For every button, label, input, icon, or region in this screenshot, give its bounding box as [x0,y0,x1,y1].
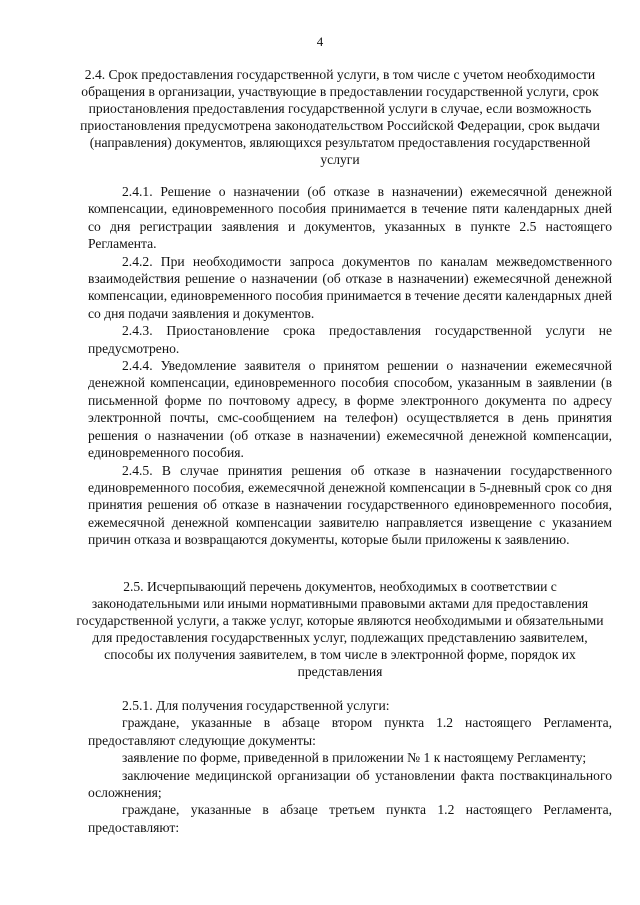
section-heading-2-4: 2.4. Срок предоставления государственной услуги, в том числе с учетом необходимости обращения в организации, участвующие в предоставлении государственной услуги, срок приостановления предоставления государственной услуги в случае, если возможность приостановления предусмотрена законодательством Российской Федерации, срок выдачи (направления) документов, являющихся результатом предоставления государственной услуги [80,67,600,167]
section-2-4-body [88,183,612,549]
paragraph-2-5-1: 2.5.1. Для получения государственной услуги: [122,698,390,713]
paragraph-citizens-third: граждане, указанные в абзаце третьем пункта 1.2 настоящего Регламента, предоставляют: [88,802,612,835]
paragraph-2-4-5: 2.4.5. В случае принятия решения об отказе в назначении государственного единовременного пособия, ежемесячной денежной компенсации в 5-дневный срок со дня принятия решения об отказе в назначении государственного единовременного пособия, ежемесячной денежной компенсации заявителю направляется извещение с указанием причин отказа и возвращаются документы, которые были приложены к заявлению. [88,462,612,548]
paragraph-2-4-4: 2.4.4. Уведомление заявителя о принятом решении о назначении ежемесячной денежной компенсации, единовременного пособия способом, указанным в заявлении (в письменной форме по почтовому адресу, в форме электронного документа по адресу электронной почты, смс-сообщением на телефон) осуществляется в день принятия решения о назначении (об отказе в назначении) ежемесячной денежной компенсации, единовременного пособия. [88,358,612,461]
section-2-5-body [88,697,612,836]
paragraph-medical-conclusion: заключение медицинской организации об установлении факта поствакцинального осложнения; [88,767,612,801]
section-heading-2-5: 2.5. Исчерпывающий перечень документов, необходимых в соответствии с законодательными или иными нормативными правовыми актами для предоставления государственной услуги, а также услуг, которые являются необходимыми и обязательными для предоставления государственных услуг, подлежащих представлению заявителем, способы их получения заявителем, в том числе в электронной форме, порядок их представления [76,579,604,679]
page-number: 4 [316,34,324,49]
paragraph-2-4-1: 2.4.1. Решение о назначении (об отказе в назначении) ежемесячной денежной компенсации, единовременного пособия принимается в течение пяти календарных дней со дня регистрации заявления и документов, указанных в пункте 2.5 настоящего Регламента. [88,184,612,252]
paragraph-citizens-second: граждане, указанные в абзаце втором пункта 1.2 настоящего Регламента, предоставляют следующие документы: [88,715,612,748]
paragraph-application-form: заявление по форме, приведенной в приложении № 1 к настоящему Регламенту; [122,750,587,766]
paragraph-2-4-3: 2.4.3. Приостановление срока предоставления государственной услуги не предусмотрено. [88,323,612,356]
paragraph-2-4-2: 2.4.2. При необходимости запроса документов по каналам межведомственного взаимодействия решение о назначении (об отказе в назначении) ежемесячной денежной компенсации, единовременного пособия принимается в течение десяти календарных дней со дня подачи заявления и документов. [88,253,612,321]
